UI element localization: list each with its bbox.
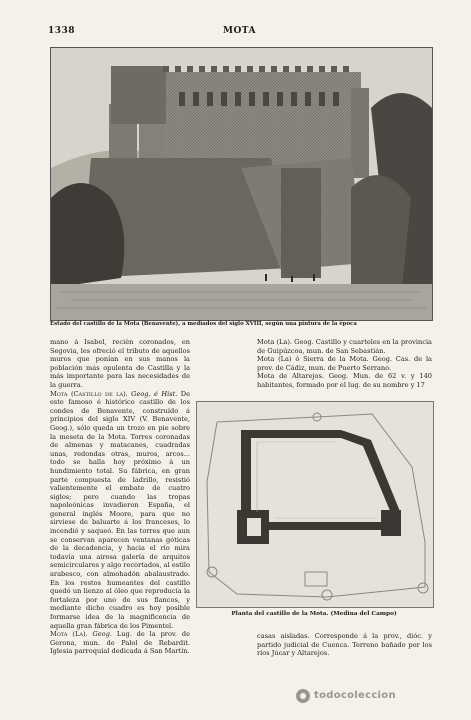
page-number: 1338 [48,26,76,36]
entry-text: De este famoso é histórico castillo de los condes de Benavente, construído á principios del siglo XIV (V. Benavente, Geog.), sólo queda un trozo en pie sobre la meseta de la Mota. Torres coronadas de almenas y matacanes, cuadradas unas, redondas otras, muros, arcos... todo se halla hoy próximo á un hundimiento total. Su fábrica, en gran parte compuesta de ladrillo, resistió valientemente el embate de cuatro siglos; pero cuando las tropas napoleónicas invadieron España, el general inglés Moore, para que no sirviese de baluarte á los franceses, lo incendió y saqueó. En las torres que aun se conservan aparecen ventanas góticas de la decadencia, y hacia el río mira todavía una airosa galería de arquitos semicirculares y algo recortados, al estilo arabesco, con almohadón abalaustrado. En los restos humeantes del castillo quedó un lienzo al óleo que reproducía la fortaleza por uno de sus flancos, y mediante dicho cuadro es hoy posible formarse idea de la magnificencia de aquella gran fábrica de los Pimentel. [50,389,190,630]
right-column-bottom [257,632,432,668]
entry-mota-altarejos: Mota de Altarejos. Geog. Mun. de 62 v. y 140 habitantes, formado por el lug. de su nombre y 17 [257,372,432,389]
entry-text: Lug. de la prov. de Gerona, mun. de Palol de Rebardit. Iglesia parroquial dedicada á San Martín. [50,630,190,656]
running-title: MOTA [223,26,256,36]
entry-sierra-mota: Mota (La) ó Sierra de la Mota. Geog. Cas. de la prov. de Cádiz, mun. de Puerto Serrano. [257,355,432,372]
watermark [296,687,436,707]
entry-head: Mota (Castillo de la). [50,389,128,398]
entry-mota-gerona [50,630,190,656]
left-column [50,338,190,678]
castle-engraving [50,47,433,321]
running-header [48,26,431,40]
castle-floor-plan [196,401,434,608]
entry-castillo [50,390,190,631]
entry-tag: Geog. é Hist. [131,389,178,398]
floor-plan-caption: Planta del castillo de la Mota. (Medina del Campo) [231,611,397,617]
castle-engraving-art [51,48,432,320]
paragraph: mano á Isabel, recién coronados, en Segovia, les ofreció el tributo de aquellos muros que ponían en sus manos la población más opulenta de Castilla y la más importante para las necesidades de la guerra. [50,338,190,389]
engraving-caption: Estado del castillo de la Mota (Benavente), a mediados del siglo XVIII, según una pintura de la época [50,321,357,327]
floor-plan-drawing [197,402,433,607]
entry-mota-guipuzcoa: Mota (La). Geog. Castillo y cuarteles en la provincia de Guipúzcoa, mun. de San Sebastián. [257,338,432,355]
watermark-logo-icon [296,689,310,703]
entry-mota-altarejos-cont: casas aisladas. Corresponde á la prov., dióc. y partido judicial de Cuenca. Terreno bañado por los ríos Júcar y Altarejos. [257,632,432,658]
watermark-text: todocoleccion [314,690,396,701]
right-column-top [257,338,432,398]
entry-tag: Geog. [92,630,112,639]
entry-head: Mota (La). [50,630,88,639]
